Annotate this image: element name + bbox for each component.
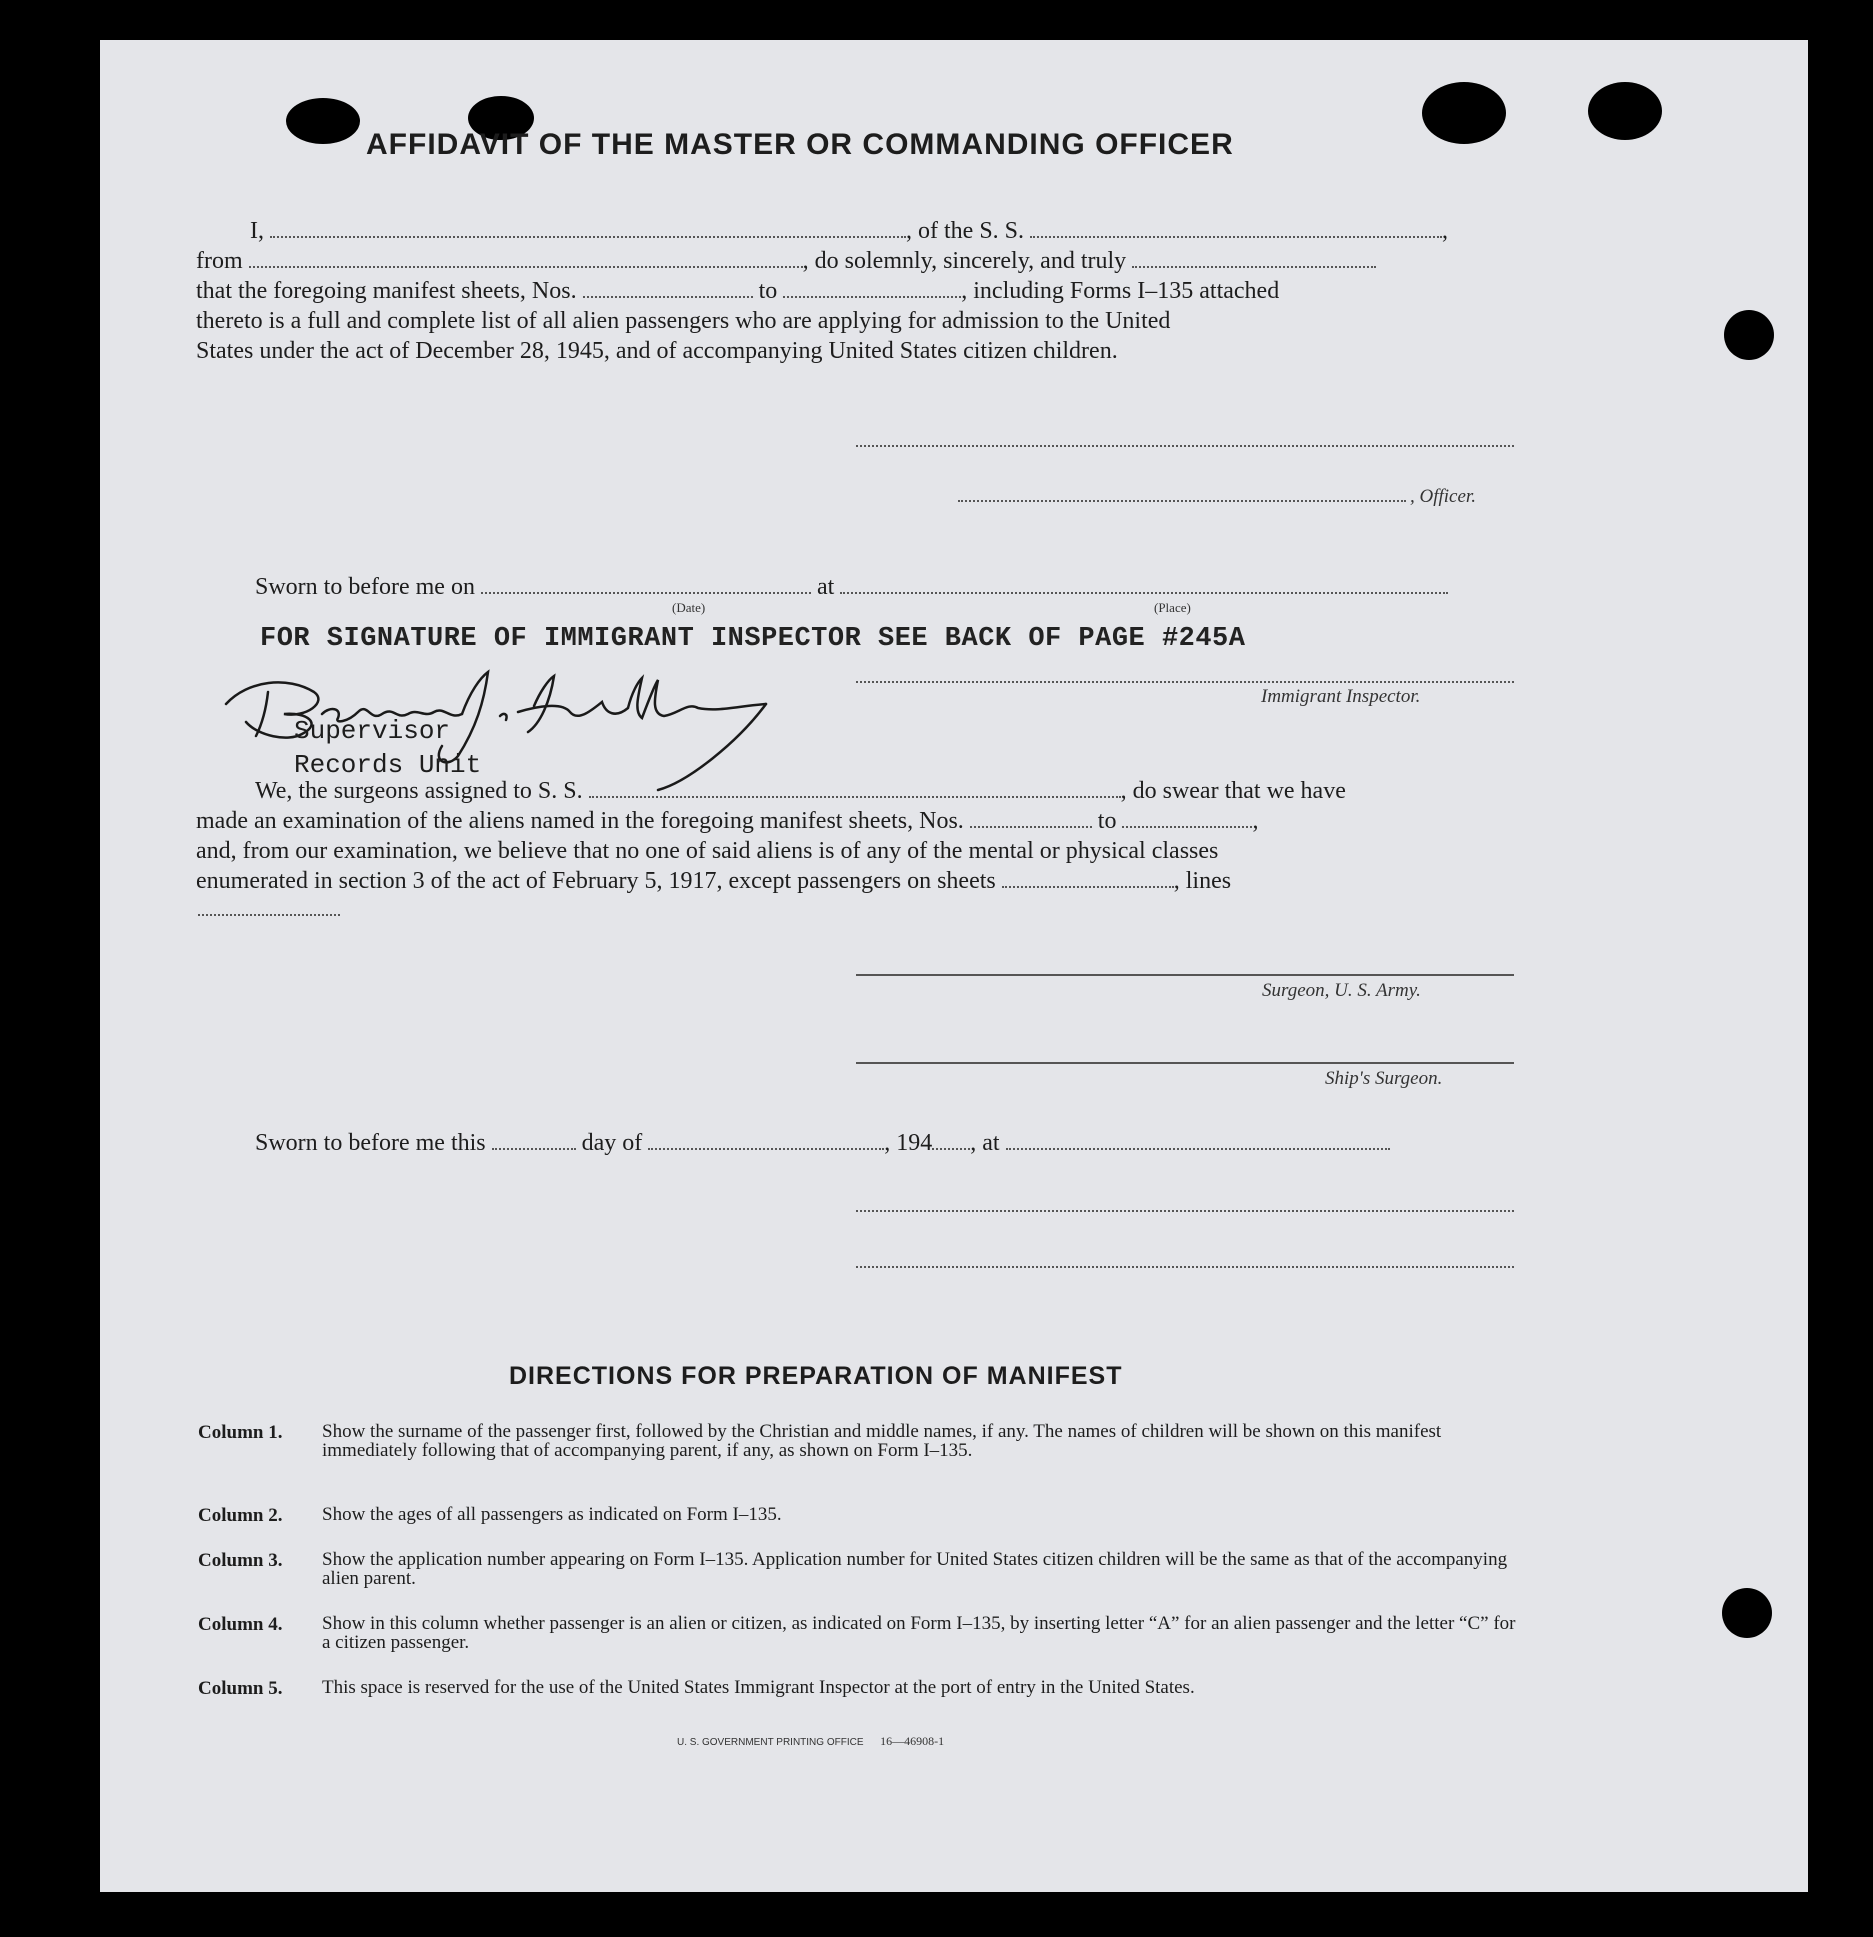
direction-item — [196, 1614, 1526, 1652]
text: , do swear that we have — [1120, 778, 1346, 804]
text: , of the S. S. — [906, 218, 1025, 244]
year-field[interactable] — [932, 1128, 970, 1150]
text: to — [758, 278, 778, 304]
surgeons-line-3: and, from our examination, we believe that no one of said aliens is of any of the mental or physical classes — [196, 838, 1219, 864]
punch-hole — [1722, 1588, 1772, 1638]
sworn-line-1 — [255, 572, 1448, 602]
column-text: Show the ages of all passengers as indicated on Form I–135. — [322, 1504, 782, 1525]
officer-caption: , Officer. — [1410, 486, 1476, 507]
text: Sworn to before me this — [255, 1130, 486, 1156]
page-title: AFFIDAVIT OF THE MASTER OR COMMANDING OFFICER — [366, 128, 1234, 161]
notary-title-line[interactable] — [856, 1266, 1514, 1268]
affidavit-line-4: thereto is a full and complete list of all alien passengers who are applying for admission to the United — [196, 308, 1171, 334]
except-lines-field[interactable] — [198, 914, 340, 916]
officer-signature-line[interactable] — [958, 500, 1406, 502]
direction-item — [196, 1422, 1526, 1460]
inspector-signature-line[interactable] — [856, 681, 1514, 683]
direction-item — [196, 1505, 1526, 1524]
sworn-line-2 — [255, 1128, 1390, 1158]
affidavit-line-5: States under the act of December 28, 1945, and of accompanying United States citizen children. — [196, 338, 1118, 364]
column-label: Column 1. — [198, 1422, 283, 1443]
text: that the foregoing manifest sheets, Nos. — [196, 278, 577, 304]
ship-surgeon-caption: Ship's Surgeon. — [1325, 1068, 1443, 1089]
text: , — [1442, 218, 1449, 244]
affidavit-line-1 — [250, 216, 1448, 246]
text: , including Forms I–135 attached — [961, 278, 1280, 304]
surgeons-line-4 — [196, 866, 1231, 896]
text: from — [196, 248, 243, 274]
except-sheets-field[interactable] — [1002, 866, 1174, 888]
ship-name-field[interactable] — [1030, 216, 1442, 238]
punch-hole — [1588, 82, 1662, 140]
text: to — [1097, 808, 1117, 834]
inspector-stamp: FOR SIGNATURE OF IMMIGRANT INSPECTOR SEE BACK OF PAGE #245A — [260, 624, 1246, 654]
printing-office-footer — [677, 1734, 944, 1749]
punch-hole — [286, 98, 360, 144]
sworn-date-field[interactable] — [481, 572, 811, 594]
date-caption: (Date) — [672, 600, 706, 615]
direction-item — [196, 1550, 1526, 1588]
text: , at — [970, 1130, 1000, 1156]
army-surgeon-signature-line[interactable] — [856, 974, 1514, 976]
column-label: Column 3. — [198, 1550, 283, 1571]
text: , lines — [1173, 868, 1232, 894]
text: I, — [250, 218, 264, 244]
text: day of — [581, 1130, 643, 1156]
directions-title: DIRECTIONS FOR PREPARATION OF MANIFEST — [509, 1362, 1123, 1390]
sheet-from-field[interactable] — [583, 276, 753, 298]
column-text: Show the surname of the passenger first, followed by the Christian and middle names, if any. The names of children will be shown on this manifest immediately following that of accompanying parent, if any, as shown on Form I–135. — [322, 1421, 1442, 1461]
sworn-place-field[interactable] — [840, 572, 1448, 594]
column-label: Column 2. — [198, 1505, 283, 1526]
column-text: Show in this column whether passenger is an alien or citizen, as indicated on Form I–135, by inserting letter “A” for an alien passenger and the letter “C” for a citizen passenger. — [322, 1613, 1516, 1653]
place-caption: (Place) — [1154, 600, 1191, 615]
ship-surgeon-signature-line[interactable] — [856, 1062, 1514, 1064]
exam-sheet-from-field[interactable] — [970, 806, 1092, 828]
text: at — [816, 574, 835, 600]
oath-field[interactable] — [1132, 246, 1376, 268]
port-from-field[interactable] — [249, 246, 803, 268]
footer-office: U. S. GOVERNMENT PRINTING OFFICE — [677, 1737, 864, 1748]
affidavit-line-2 — [196, 246, 1376, 276]
text: Officer. — [1419, 486, 1476, 507]
day-field[interactable] — [492, 1128, 576, 1150]
surgeons-line-2 — [196, 806, 1258, 836]
text: made an examination of the aliens named in the foregoing manifest sheets, Nos. — [196, 808, 964, 834]
column-label: Column 5. — [198, 1678, 283, 1699]
text: , 194 — [884, 1130, 933, 1156]
punch-hole — [1422, 82, 1506, 144]
text: , do solemnly, sincerely, and truly — [802, 248, 1127, 274]
typed-title-line-2: Records Unit — [294, 750, 482, 780]
column-label: Column 4. — [198, 1614, 283, 1635]
surgeons-line-1 — [255, 776, 1346, 806]
text: We, the surgeons assigned to S. S. — [255, 778, 583, 804]
exam-sheet-to-field[interactable] — [1122, 806, 1252, 828]
punch-hole — [1724, 310, 1774, 360]
direction-item — [196, 1678, 1526, 1697]
sheet-to-field[interactable] — [783, 276, 961, 298]
text: Sworn to before me on — [255, 574, 475, 600]
sworn2-place-field[interactable] — [1006, 1128, 1390, 1150]
army-surgeon-caption: Surgeon, U. S. Army. — [1262, 980, 1421, 1001]
document-page — [100, 40, 1808, 1892]
surgeon-ship-field[interactable] — [589, 776, 1121, 798]
notary-signature-line[interactable] — [856, 1210, 1514, 1212]
inspector-caption: Immigrant Inspector. — [1261, 686, 1421, 707]
text: , — [1252, 808, 1259, 834]
signature-line[interactable] — [856, 445, 1514, 447]
footer-code: 16—46908-1 — [880, 1734, 945, 1748]
month-field[interactable] — [648, 1128, 884, 1150]
typed-title-line-1: Supervisor — [294, 716, 451, 746]
column-text: This space is reserved for the use of the United States Immigrant Inspector at the port of entry in the United States. — [322, 1677, 1195, 1698]
master-name-field[interactable] — [270, 216, 906, 238]
text: enumerated in section 3 of the act of February 5, 1917, except passengers on sheets — [196, 868, 996, 894]
column-text: Show the application number appearing on Form I–135. Application number for United States citizen children will be the same as that of the accompanying alien parent. — [322, 1549, 1508, 1589]
affidavit-line-3 — [196, 276, 1279, 306]
